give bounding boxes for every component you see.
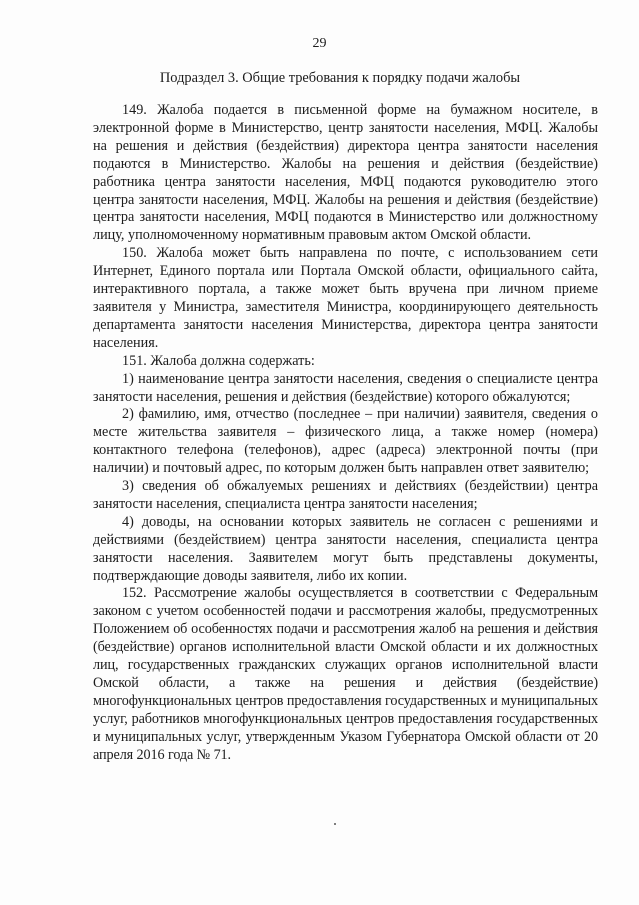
document-body (93, 102, 598, 765)
scan-speck (334, 823, 336, 825)
paragraph-149: 149. Жалоба подается в письменной форме на бумажном носителе, в электронной форме в Министерство, центр занятости населения, МФЦ. Жалобы на решения и действия (бездействия) директора центра занятости населения подаются в Министерство. Жалобы на решения и действия (бездействие) работника центра занятости населения, МФЦ подаются руководителю этого центра занятости населения, МФЦ. Жалобы на решения и действия (бездействие) центра занятости населения, МФЦ подаются в Министерство или должностному лицу, уполномоченному нормативным правовым актом Омской области. (93, 102, 598, 244)
list-item-1: 1) наименование центра занятости населения, сведения о специалисте центра занятости населения, решения и действия (бездействие) которого обжалуются; (93, 370, 598, 405)
paragraph-151: 151. Жалоба должна содержать: (122, 352, 315, 369)
list-item-2: 2) фамилию, имя, отчество (последнее – при наличии) заявителя, сведения о месте жительства заявителя – физического лица, а также номер (номера) контактного телефона (телефонов), адрес (адреса) электронной почты (при наличии) и почтовый адрес, по которым должен быть направлен ответ заявителю; (93, 406, 598, 477)
list-item-3: 3) сведения об обжалуемых решениях и действиях (бездействии) центра занятости населения, специалиста центра занятости населения; (93, 478, 598, 512)
subsection-heading: Подраздел 3. Общие требования к порядку подачи жалобы (159, 70, 521, 86)
page-number: 29 (312, 36, 327, 51)
paragraph-152: 152. Рассмотрение жалобы осуществляется в соответствии с Федеральным законом с учетом особенностей подачи и рассмотрения жалобы, предусмотренных Положением об особенностях подачи и рассмотрения жалоб на решения и действия (бездействие) органов исполнительной власти Омской области и их должностных лиц, государственных гражданских служащих органов исполнительной власти Омской области, а также на решения и действия (бездействие) многофункциональных центров предоставления государственных и муниципальных услуг, работников многофункциональных центров предоставления государственных и муниципальных услуг, утвержденным Указом Губернатора Омской области от 20 апреля 2016 года № 71. (93, 585, 598, 763)
list-item-4: 4) доводы, на основании которых заявитель не согласен с решениями и действиями (бездействием) центра занятости населения, специалиста центра занятости населения. Заявителем могут быть представлены документы, подтверждающие доводы заявителя, либо их копии. (93, 513, 598, 584)
paragraph-150: 150. Жалоба может быть направлена по почте, с использованием сети Интернет, Единого портала или Портала Омской области, официального сайта, интерактивного портала, а также может быть вручена при личном приеме заявителя у Министра, заместителя Министра, координирующего деятельность департамента занятости населения Министерства, директора центра занятости населения. (93, 245, 598, 351)
